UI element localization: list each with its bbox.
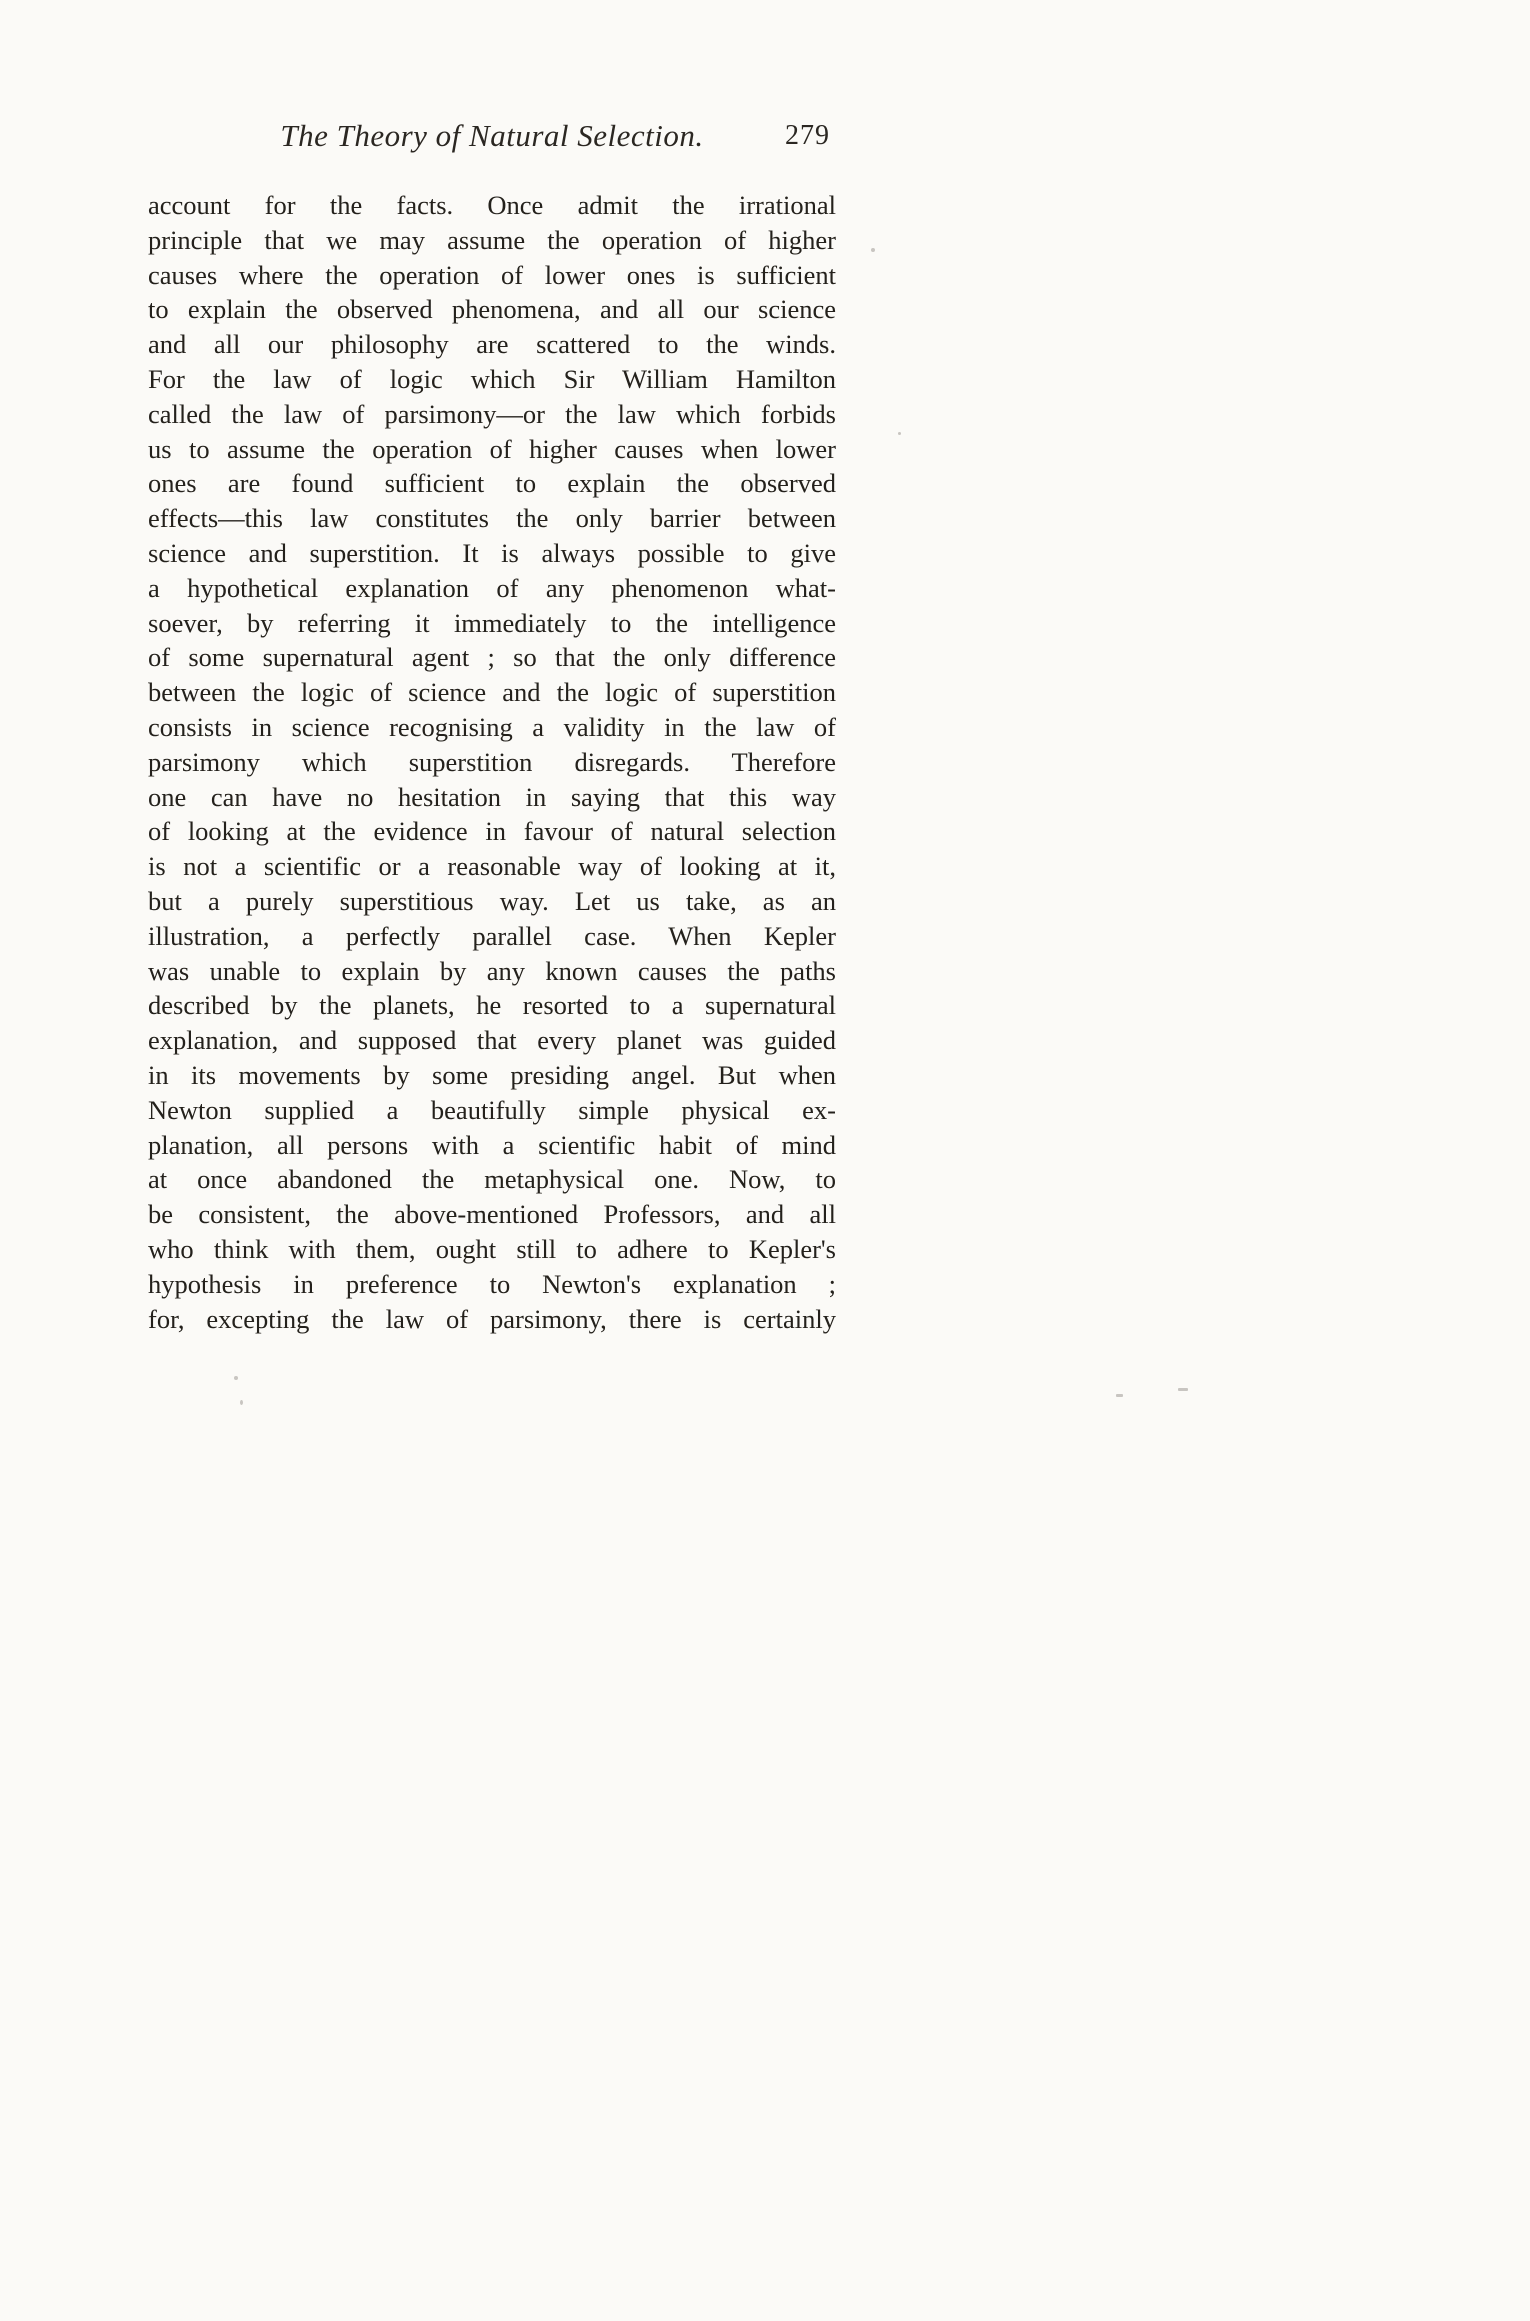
text-line: between the logic of science and the logic of superstition [148, 677, 836, 708]
text-line: be consistent, the above-mentioned Professors, and all [148, 1199, 836, 1230]
scan-speck [1178, 1388, 1188, 1391]
text-line: causes where the operation of lower ones is sufficient [148, 259, 836, 290]
page-title: The Theory of Natural Selection. [280, 118, 704, 153]
text-line: of some supernatural agent ; so that the only difference [148, 642, 836, 673]
text-line: For the law of logic which Sir William Hamilton [148, 363, 836, 394]
text-line: was unable to explain by any known causes the paths [148, 955, 836, 986]
text-line: in its movements by some presiding angel. But when [148, 1059, 836, 1090]
text-line: to explain the observed phenomena, and all our science [148, 294, 836, 325]
text-line: described by the planets, he resorted to a supernatural [148, 990, 836, 1021]
text-line: explanation, and supposed that every planet was guided [148, 1025, 836, 1056]
text-line: but a purely superstitious way. Let us take, as an [148, 885, 836, 916]
text-line: of looking at the evidence in favour of natural selection [148, 816, 836, 847]
body-text [148, 188, 836, 1336]
page-header [148, 118, 836, 162]
text-line: at once abandoned the metaphysical one. Now, to [148, 1164, 836, 1195]
scan-speck [871, 248, 875, 252]
text-line: principle that we may assume the operation of higher [148, 224, 836, 255]
text-line: and all our philosophy are scattered to the winds. [148, 329, 836, 360]
text-line: ones are found sufficient to explain the observed [148, 468, 836, 499]
text-line: is not a scientific or a reasonable way of looking at it, [148, 851, 836, 882]
text-block [148, 118, 836, 1336]
text-line: a hypothetical explanation of any phenomenon what- [148, 572, 836, 603]
text-line: consists in science recognising a validity in the law of [148, 711, 836, 742]
text-line: one can have no hesitation in saying that this way [148, 781, 836, 812]
text-line: called the law of parsimony—or the law which forbids [148, 398, 836, 429]
text-line: hypothesis in preference to Newton's explanation ; [148, 1268, 836, 1299]
scan-speck [1116, 1394, 1123, 1397]
scan-speck [240, 1400, 243, 1405]
text-line: planation, all persons with a scientific habit of mind [148, 1129, 836, 1160]
text-line: Newton supplied a beautifully simple physical ex- [148, 1094, 836, 1125]
scan-speck [898, 432, 901, 435]
text-line: parsimony which superstition disregards. Therefore [148, 746, 836, 777]
text-line: science and superstition. It is always possible to give [148, 537, 836, 568]
text-line: effects—this law constitutes the only barrier between [148, 503, 836, 534]
scan-speck [234, 1376, 238, 1380]
text-line: illustration, a perfectly parallel case. When Kepler [148, 920, 836, 951]
text-line: for, excepting the law of parsimony, there is certainly [148, 1303, 836, 1334]
page-number: 279 [785, 120, 830, 151]
text-line: soever, by referring it immediately to the intelligence [148, 607, 836, 638]
text-line: account for the facts. Once admit the irrational [148, 190, 836, 220]
text-line: us to assume the operation of higher causes when lower [148, 433, 836, 464]
text-line: who think with them, ought still to adhere to Kepler's [148, 1233, 836, 1264]
